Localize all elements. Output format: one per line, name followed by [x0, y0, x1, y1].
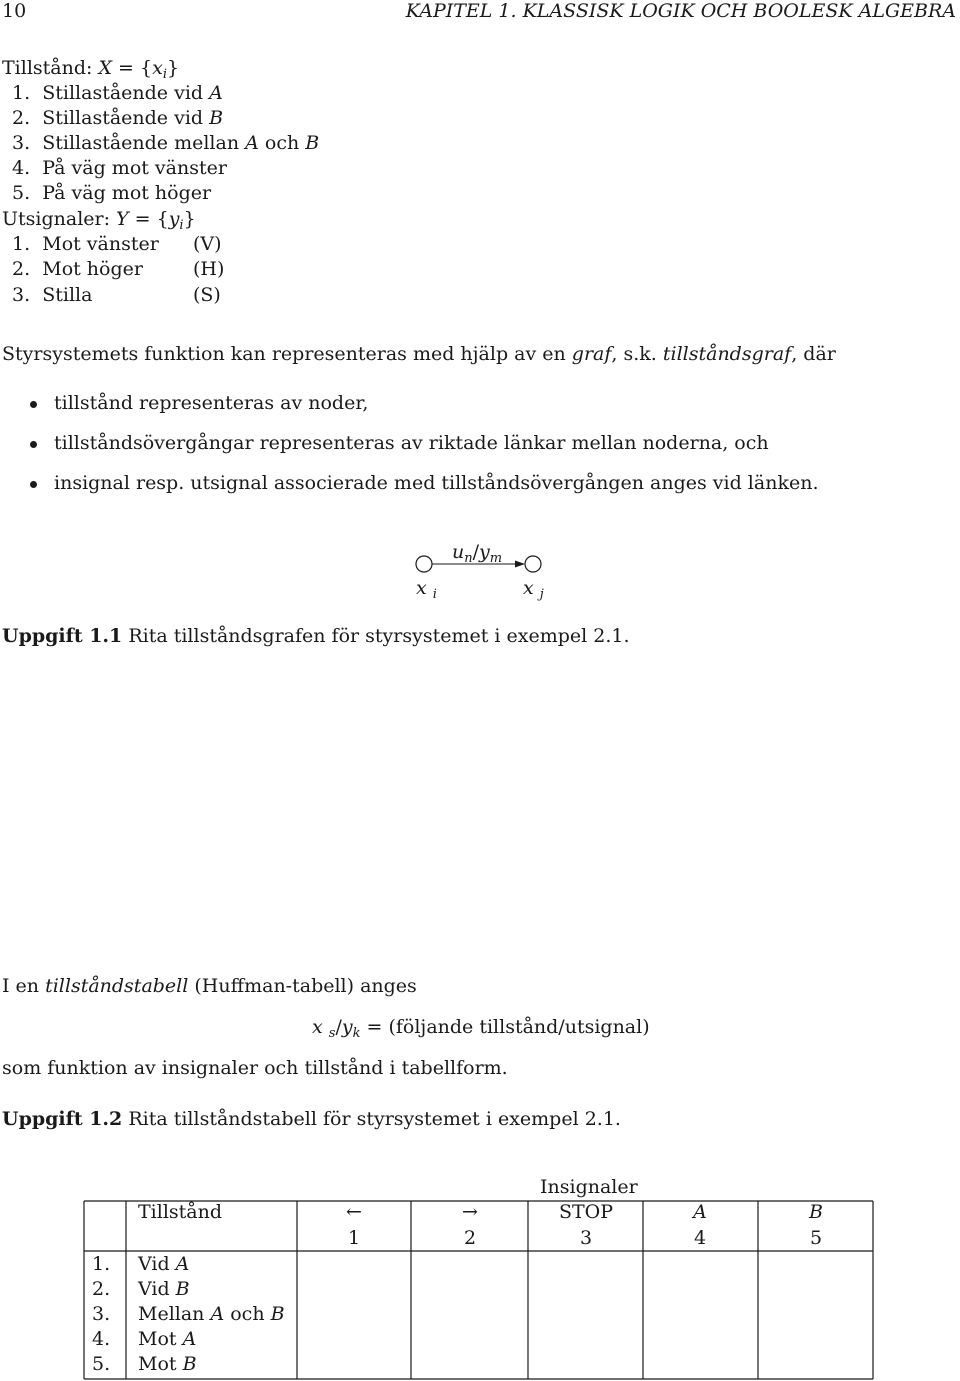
- table-input-symbol: B: [809, 1201, 823, 1223]
- table-input-number: 1: [347, 1227, 361, 1249]
- table-input-number: 3: [579, 1227, 593, 1249]
- node-left-label: x $_i$: [416, 577, 437, 602]
- table-state-header: Tillstånd: [138, 1201, 223, 1223]
- output-item: 3. Stilla: [12, 284, 93, 306]
- state-item: 5. På väg mot höger: [12, 182, 212, 204]
- outputs-heading: Utsignaler: $Y = \{y_i\}$: [2, 208, 196, 233]
- table-input-symbol: A: [693, 1201, 707, 1223]
- task-1: Uppgift 1.1 Rita tillståndsgrafen för styrsystemet i exempel 2.1.: [2, 625, 630, 647]
- task-2: Uppgift 1.2 Rita tillståndstabell för styrsystemet i exempel 2.1.: [2, 1108, 621, 1130]
- table-row-number: 3.: [92, 1303, 111, 1325]
- table-group-header: Insignaler: [540, 1176, 638, 1198]
- state-item: 4. På väg mot vänster: [12, 157, 227, 179]
- state-item: 2. Stillastående vid B: [12, 107, 224, 129]
- table-row-number: 1.: [92, 1253, 111, 1275]
- table-row-state: Vid B: [138, 1278, 190, 1300]
- states-heading: Tillstånd: $X = \{x_i\}$: [2, 57, 180, 82]
- chapter-title: KAPITEL 1. KLASSISK LOGIK OCH BOOLESK ALGEBRA: [405, 0, 956, 22]
- edge-label: $u_n/y_m$: [452, 541, 503, 566]
- output-item: 1. Mot vänster: [12, 233, 159, 255]
- node-right-label: x $_j$: [523, 577, 544, 602]
- bullet-text: tillstånd representeras av noder,: [54, 392, 369, 414]
- table-row-number: 5.: [92, 1353, 111, 1375]
- graph-paragraph: Styrsystemets funktion kan representeras med hjälp av en graf, s.k. tillståndsgraf, där: [2, 343, 836, 365]
- table-row-number: 4.: [92, 1328, 111, 1350]
- table-row-state: Mot B: [138, 1353, 197, 1375]
- table-row-state: Vid A: [138, 1253, 190, 1275]
- bullet-text: insignal resp. utsignal associerade med tillståndsövergången anges vid länken.: [54, 472, 819, 494]
- state-item: 1. Stillastående vid A: [12, 82, 223, 104]
- table-input-number: 2: [463, 1227, 477, 1249]
- table-row-state: Mot A: [138, 1328, 197, 1350]
- bullet-text: tillståndsövergångar representeras av riktade länkar mellan noderna, och: [54, 432, 769, 454]
- output-code: (S): [193, 284, 221, 306]
- table-row-state: Mellan A och B: [138, 1303, 285, 1325]
- table-input-number: 4: [693, 1227, 707, 1249]
- table-input-symbol: STOP: [558, 1201, 614, 1223]
- table-paragraph: I en tillståndstabell (Huffman-tabell) anges: [2, 975, 417, 997]
- page-number: 10: [2, 0, 27, 22]
- table-paragraph-end: som funktion av insignaler och tillstånd i tabellform.: [2, 1057, 508, 1079]
- table-input-symbol: ←: [346, 1201, 362, 1223]
- state-item: 3. Stillastående mellan A och B: [12, 132, 320, 154]
- output-item: 2. Mot höger: [12, 258, 143, 280]
- table-row-number: 2.: [92, 1278, 111, 1300]
- formula: x $_s/y_k$ = (följande tillstånd/utsignal): [312, 1016, 650, 1041]
- output-code: (H): [193, 258, 225, 280]
- table-input-symbol: →: [462, 1201, 478, 1223]
- output-code: (V): [193, 233, 222, 255]
- table-input-number: 5: [809, 1227, 823, 1249]
